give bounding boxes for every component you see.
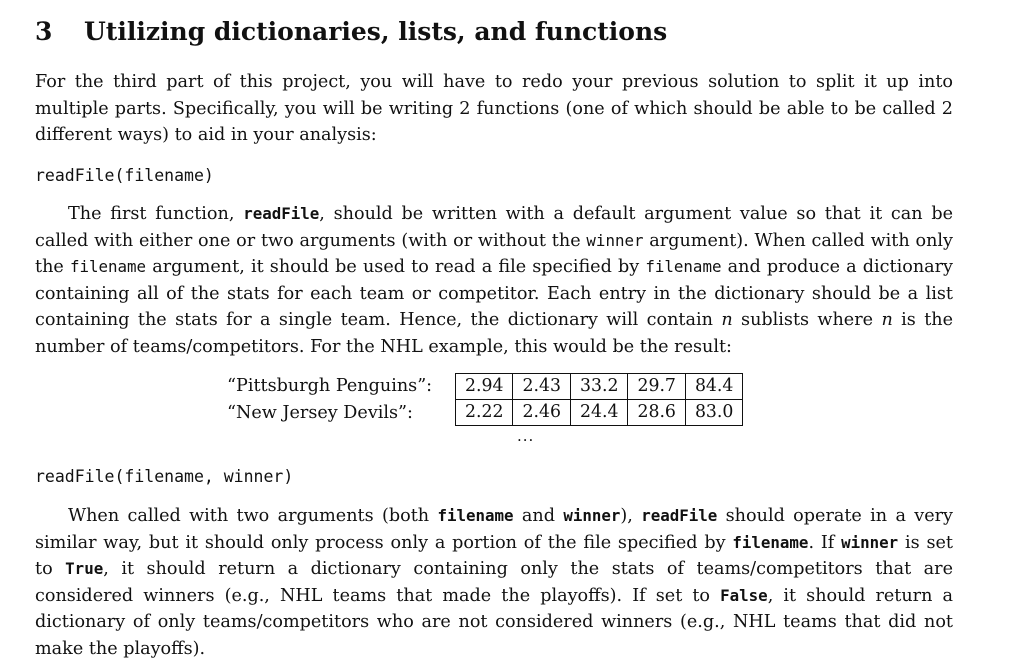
table-cell: 2.22 (456, 400, 513, 426)
table-cell: 2.43 (513, 374, 570, 400)
ellipsis: ... (517, 427, 535, 445)
table-row (456, 374, 743, 400)
table-cell: 2.94 (456, 374, 513, 400)
table-cell: 84.4 (685, 374, 742, 400)
stats-table (455, 373, 743, 426)
winner-description-paragraph: When called with two arguments (both filename and winner), readFile should operate in a very similar way, but it should only process only a portion of the file specified by filename. If winner is set to True, it should return a dictionary containing only the stats of teams/competitors that are considered winners (e.g., NHL teams that made the playoffs). If set to False, it should return a dictionary of only teams/competitors who are not considered winners (e.g., NHL teams that did not make the playoffs). (35, 506, 954, 659)
section-title: Utilizing dictionaries, lists, and functions (84, 17, 668, 46)
code-winner: winner (563, 506, 621, 525)
intro-paragraph: For the third part of this project, you will have to redo your previous solution to split it up into multiple parts. Specifically, you will be writing 2 functions (one of which should be able to be called 2 different ways) to aid in your analysis: (35, 72, 953, 145)
code-filename: filename (437, 506, 514, 525)
code-filename: filename (645, 257, 722, 276)
table-row (456, 400, 743, 426)
table-cell: 2.46 (513, 400, 570, 426)
code-winner: winner (841, 532, 899, 552)
team-label: “Pittsburgh Penguins”: (227, 376, 433, 396)
team-labels (227, 373, 432, 427)
function-signature-two-args: readFile(filename, winner) (35, 467, 294, 486)
table-cell: 24.4 (570, 400, 627, 426)
function-signature-one-arg: readFile(filename) (35, 166, 214, 185)
code-false: False (720, 585, 768, 605)
readfile-description-paragraph: The first function, readFile, should be written with a default argument value so that it can be called with either one or two arguments (with or without the winner argument). When called with only the filename argument, it should be used to read a file specified by filename and produce a dictionary containing all of the stats for each team or competitor. Each entry in the dictionary should be a list containing the stats for a single team. Hence, the dictionary will contain n sublists where n is the number of teams/competitors. For the NHL example, this would be the result: (35, 204, 954, 357)
section-heading (35, 12, 667, 52)
table-cell: 28.6 (628, 400, 685, 426)
code-filename: filename (732, 532, 809, 552)
table-cell: 33.2 (570, 374, 627, 400)
team-label: “New Jersey Devils”: (227, 403, 413, 423)
math-var-n: n (721, 310, 733, 330)
code-winner: winner (586, 230, 644, 250)
table-cell: 83.0 (685, 400, 742, 426)
code-readfile: readFile (641, 506, 718, 525)
math-var-n: n (881, 310, 893, 330)
table-cell: 29.7 (628, 374, 685, 400)
section-number: 3 (35, 17, 53, 46)
code-true: True (65, 559, 104, 578)
code-readfile: readFile (243, 204, 320, 223)
code-filename: filename (69, 257, 147, 276)
